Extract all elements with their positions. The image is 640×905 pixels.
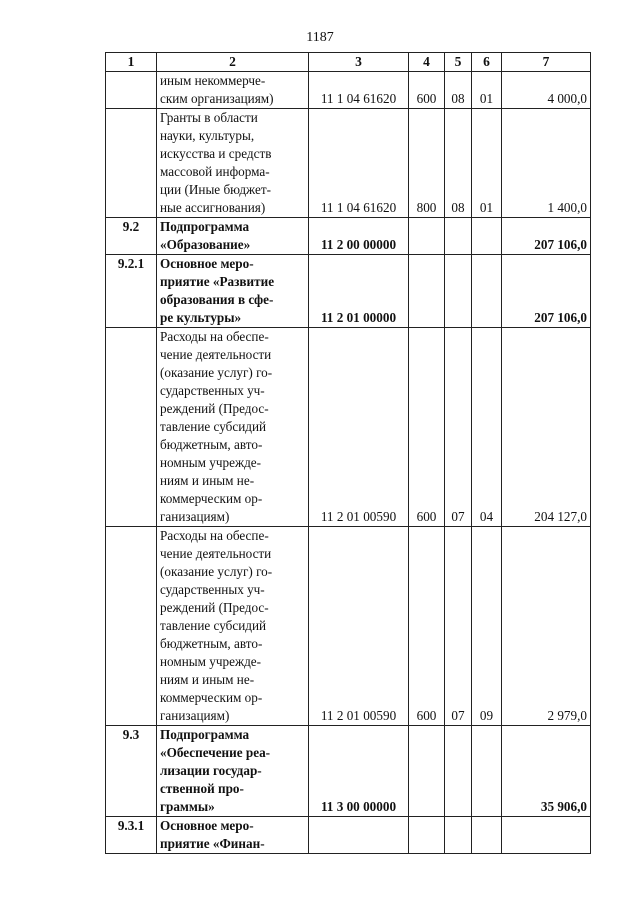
column-header: 3 [309,53,409,72]
row-pr [472,218,502,255]
row-code [309,817,409,854]
row-number [106,109,157,218]
row-name: иным некоммерче- ским организациям) [157,72,309,109]
row-number: 9.3 [106,726,157,817]
row-rz [445,817,472,854]
row-rz: 07 [445,328,472,527]
row-code: 11 2 00 00000 [309,218,409,255]
row-vr [409,726,445,817]
row-name: Расходы на обеспе- чение деятельности (оказание услуг) го- сударственных уч- реждений (Предос- тавление субсидий бюджетным, авто- номным учрежде- ниям и иным не- коммерческим ор- ганизациям) [157,527,309,726]
budget-table [105,52,591,854]
row-number [106,527,157,726]
row-sum [502,817,591,854]
row-name: Подпрограмма «Образование» [157,218,309,255]
table-row [106,218,591,255]
row-vr: 600 [409,328,445,527]
column-header: 1 [106,53,157,72]
column-header: 6 [472,53,502,72]
row-rz [445,726,472,817]
row-name: Основное меро- приятие «Развитие образования в сфе- ре культуры» [157,255,309,328]
row-pr [472,255,502,328]
row-pr: 04 [472,328,502,527]
row-sum: 35 906,0 [502,726,591,817]
table-row [106,726,591,817]
table-row [106,817,591,854]
table-row [106,72,591,109]
row-number: 9.2.1 [106,255,157,328]
row-rz: 08 [445,109,472,218]
row-vr [409,817,445,854]
row-rz: 07 [445,527,472,726]
column-header: 5 [445,53,472,72]
header-row [106,53,591,72]
row-number [106,328,157,527]
row-sum: 1 400,0 [502,109,591,218]
row-name: Основное меро- приятие «Финан- [157,817,309,854]
row-pr [472,726,502,817]
row-vr: 600 [409,527,445,726]
table-row [106,527,591,726]
page-number: 1187 [306,30,334,45]
row-code: 11 1 04 61620 [309,109,409,218]
row-name: Подпрограмма «Обеспечение реа- лизации государ- ственной про- граммы» [157,726,309,817]
row-number [106,72,157,109]
row-name: Расходы на обеспе- чение деятельности (оказание услуг) го- сударственных уч- реждений (Предос- тавление субсидий бюджетным, авто- номным учрежде- ниям и иным не- коммерческим ор- ганизациям) [157,328,309,527]
row-code: 11 3 00 00000 [309,726,409,817]
row-pr: 01 [472,72,502,109]
column-header: 4 [409,53,445,72]
row-vr [409,218,445,255]
column-header: 2 [157,53,309,72]
row-sum: 2 979,0 [502,527,591,726]
row-code: 11 2 01 00590 [309,527,409,726]
table-row [106,255,591,328]
row-vr: 800 [409,109,445,218]
row-number: 9.2 [106,218,157,255]
row-pr: 01 [472,109,502,218]
row-sum: 204 127,0 [502,328,591,527]
table-row [106,109,591,218]
row-sum: 4 000,0 [502,72,591,109]
row-vr [409,255,445,328]
row-sum: 207 106,0 [502,255,591,328]
row-rz [445,218,472,255]
row-vr: 600 [409,72,445,109]
row-rz [445,255,472,328]
table-row [106,328,591,527]
row-pr: 09 [472,527,502,726]
row-sum: 207 106,0 [502,218,591,255]
row-code: 11 2 01 00590 [309,328,409,527]
row-code: 11 2 01 00000 [309,255,409,328]
row-number: 9.3.1 [106,817,157,854]
row-code: 11 1 04 61620 [309,72,409,109]
row-pr [472,817,502,854]
row-rz: 08 [445,72,472,109]
row-name: Гранты в области науки, культуры, искусства и средств массовой информа- ции (Иные бюджет- ные ассигнования) [157,109,309,218]
column-header: 7 [502,53,591,72]
